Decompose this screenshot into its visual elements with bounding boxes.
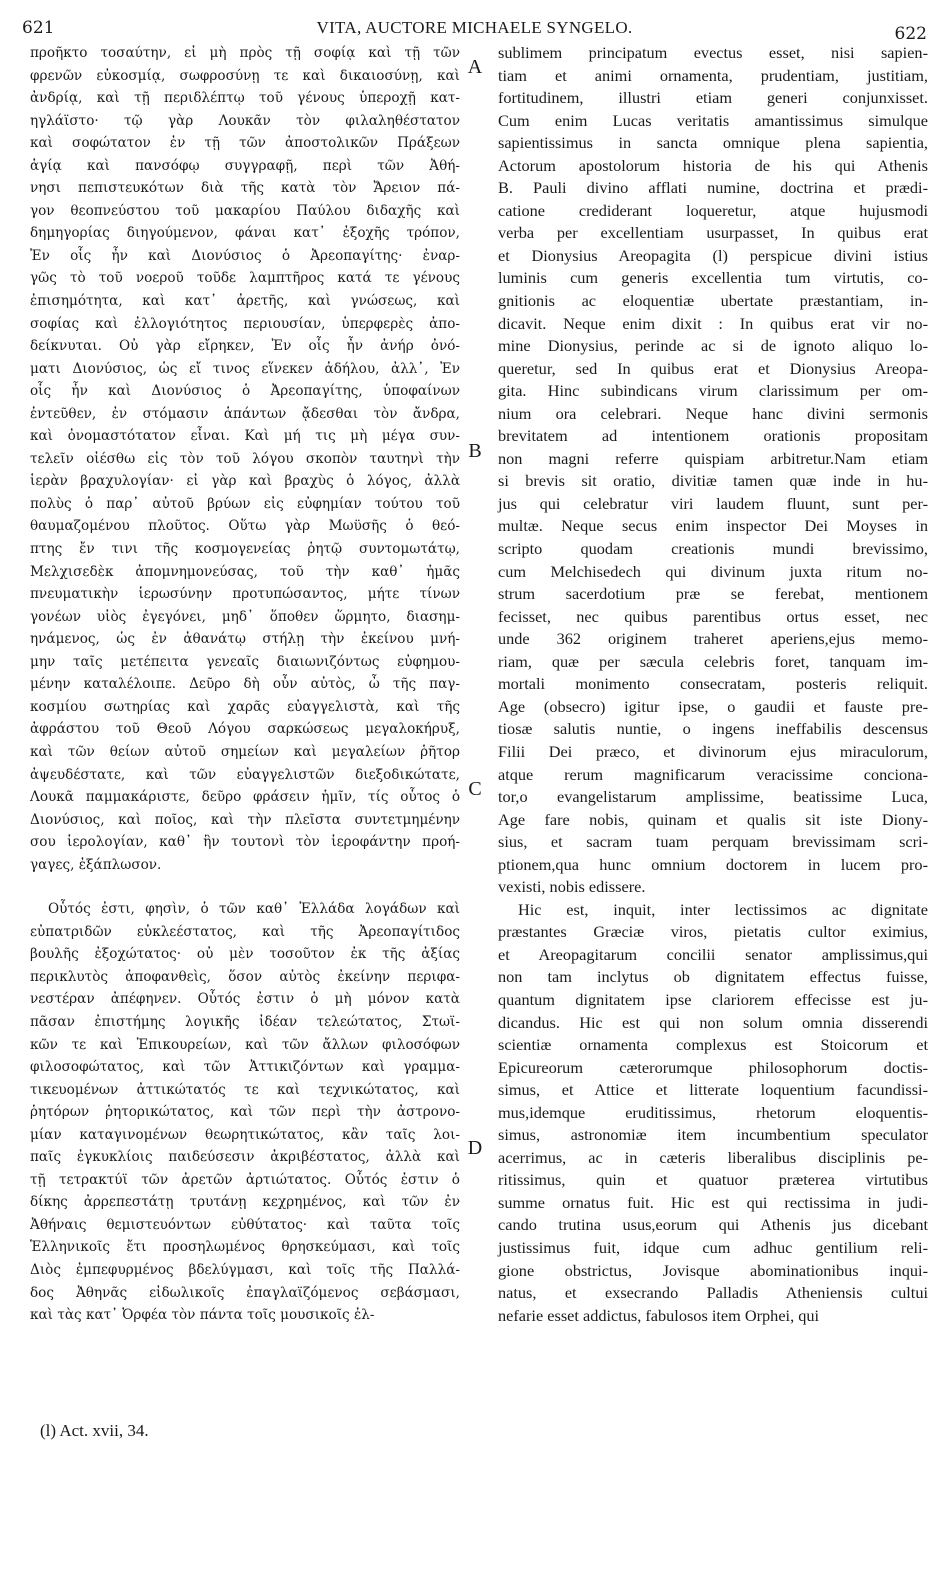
section-marker-d: D <box>467 1137 483 1159</box>
latin-line: scientiæ ornamenta complexus est Stoicorum et <box>498 1035 928 1055</box>
greek-line: κῶν τε καὶ Ἐπικουρείων, καὶ τῶν ἄλλων φιλοσόφων <box>30 1036 460 1053</box>
greek-line: ματι Διονύσιος, ὡς εἴ τινος εἵνεκεν ἀδήλου, ἀλλ᾽, Ἐν <box>30 360 460 377</box>
latin-line: summe ornatus fuit. Hic est qui rectissima in judi- <box>498 1192 928 1212</box>
latin-line: B. Pauli divino afflati numine, doctrina et prædi- <box>498 178 928 198</box>
greek-line: βουλῆς ἐξοχώτατος· οὐ μὲν τοσοῦτον ἐκ τῆς ἀξίας <box>30 946 460 963</box>
page-number-left: 621 <box>22 18 55 38</box>
latin-line: scripto quodam creationis mundi brevissimo, <box>498 539 928 559</box>
latin-line: nium ora celebrari. Neque hanc divini sermonis <box>498 403 928 423</box>
greek-line: σοφίας καὶ ἐλλογιότητος περιουσίαν, ὑπερφερὲς ἀπο- <box>30 315 460 332</box>
latin-line: verba per excellentiam usurpasset, In quibus erat <box>498 223 928 243</box>
running-title: VITA, AUCTORE MICHAELE SYNGELO. <box>316 18 633 37</box>
latin-line: Hic est, inquit, inter lectissimos ac dignitate <box>518 899 928 919</box>
latin-line: gnitionis ac eloquentiæ ubertate præstantiam, in- <box>498 291 928 311</box>
greek-line: καὶ τὰς κατ᾽ Ὀρφέα τὸν πάντα τοῖς μουσικοῖς ἐλ- <box>30 1307 375 1324</box>
greek-line: δος Ἀθηνᾶς εἰδωλικοῖς ἐπαγλαϊζόμενος σεβάσμασι, <box>30 1284 460 1301</box>
greek-line: μην ταῖς μετέπειτα γενεαῖς διαιωνιζόντως εὐφημου- <box>30 653 460 670</box>
latin-line: fortitudinem, illustri etiam generi conjunxisset. <box>498 88 928 108</box>
greek-line: μένην καταλέλοιπε. Δεῦρο δὴ οὖν αὐτὸς, ὦ τῆς παγ- <box>30 676 460 693</box>
greek-line: γον θεοπνεύστου τοῦ μακαρίου Παύλου διδαχῆς καὶ <box>30 202 460 219</box>
greek-line: Ἑλληνικοῖς ἔτι προσηλωμένος θρησκεύμασι, καὶ τοῖς <box>30 1239 460 1256</box>
latin-line: jus qui celebratur viri laudem fluunt, sunt per- <box>498 493 928 513</box>
greek-line: εὐπατριδῶν εὐκλεέστατος, καὶ τῆς Ἀρεοπαγίτιδος <box>30 923 460 940</box>
greek-line: Διὸς ἐμπεφυρμένος βδελύγμασι, καὶ τοῖς τῆς Παλλά- <box>30 1261 460 1278</box>
latin-line: fecisset, nec quibus parentibus ortus esset, nec <box>498 606 928 626</box>
greek-line: κοσμίου σωτηρίας καὶ χαρᾶς εὐαγγελιστὰ, καὶ τῆς <box>30 698 460 715</box>
greek-line: καὶ τῶν θείων αὐτοῦ σημείων καὶ μεγαλείων ῥῆτορ <box>30 743 460 760</box>
greek-line: γονέων υἱὸς ἐγεγόνει, μηδ᾽ ὅποθεν ὥρμητο, διασημ- <box>30 608 460 625</box>
greek-line: φιλοσοφώτατος, καὶ τῶν Ἀττικιζόντων καὶ γραμμα- <box>30 1059 460 1076</box>
latin-line: Age fare nobis, quinam et qualis sit iste Diony- <box>498 809 928 829</box>
latin-line: queretur, sed In quibus erat et Dionysius Areopa- <box>498 358 928 378</box>
latin-line: sapientissimus in sancta omnique plena sapientia, <box>498 133 928 153</box>
greek-line: δίκης ἀρρεπεστάτῃ τρυτάνῃ κεχρημένος, καὶ τῶν ἐν <box>30 1194 460 1211</box>
greek-line: καὶ σοφώτατον ἐν τῇ τῶν ἀποστολικῶν Πράξεων <box>30 135 460 152</box>
latin-line: sius, et sacram tuam perquam brevissimam scri- <box>498 832 928 852</box>
greek-line: ἀνδρίᾳ, καὶ τῇ περιδλέπτῳ τοῦ γένους ὑπεροχῇ κατ- <box>30 90 460 107</box>
greek-line <box>30 876 460 898</box>
greek-line: προῆκτο τοσαύτην, εἰ μὴ πρὸς τῇ σοφίᾳ καὶ τῇ τῶν <box>30 45 460 61</box>
greek-line: Ἐν οἷς ἦν καὶ Διονύσιος ὁ Ἀρεοπαγίτης· ἐναρ- <box>30 247 460 264</box>
latin-line: Epicureorum cæterorumque philosophorum doctis- <box>498 1057 928 1077</box>
greek-line: παῖς ἐγκυκλίοις παιδεύσεσιν ἀκριβέστατος, ἀλλὰ καὶ <box>30 1149 460 1166</box>
greek-line: πνευματικὴν ἱερωσύνην προτυπώσαντος, μήτε τίνων <box>30 586 460 603</box>
greek-line: νησι πεπιστευκότων διὰ τῆς κατὰ τὸν Ἄρειον πά- <box>30 180 460 197</box>
section-marker-b: B <box>468 440 482 462</box>
greek-line: ἐντεῦθεν, ἐν στόμασιν ἁπάντων ᾄδεσθαι τὸν ἄνδρα, <box>30 405 460 422</box>
latin-line: præstantes Græciæ viros, pietatis cultor eximius, <box>498 922 928 942</box>
greek-line: ηγλάϊστο· τῷ γὰρ Λουκᾶν τὸν φιλαληθέστατον <box>30 112 460 129</box>
greek-line: τῇ τετρακτύϊ τῶν ἀρετῶν ἀρτιώτατος. Οὗτός ἐστιν ὁ <box>30 1171 460 1188</box>
latin-line: mortali monimento consecratam, posteris reliquit. <box>498 674 928 694</box>
greek-line: δημηγορίας διηγούμενον, φάναι κατ᾽ ἐξοχῆς τρόπον, <box>30 225 460 242</box>
greek-line: Διονύσιος, καὶ ποῖος, καὶ τὴν πλεῖστα συντετμημένην <box>30 811 460 828</box>
section-marker-a: A <box>467 56 483 78</box>
latin-line: cum Melchisedech qui divinum juxta ritum no- <box>498 561 928 581</box>
latin-line: Filii Dei præco, et divinorum ejus miraculorum, <box>498 741 928 761</box>
latin-line: unde 362 originem traheret aperiens,ejus memo- <box>498 629 928 649</box>
greek-line: Οὗτός ἐστι, φησὶν, ὁ τῶν καθ᾽ Ἑλλάδα λογάδων καὶ <box>48 901 460 918</box>
greek-line: πολὺς ὁ παρ᾽ αὐτοῦ βρύων εἰς εὐφημίαν τούτου τοῦ <box>30 495 460 512</box>
greek-line: μίαν καταγινομένων θεωρητικώτατος, κἂν ταῖς λοι- <box>30 1126 460 1143</box>
greek-line: νεστέραν ἀπέφηνεν. Οὗτός ἐστιν ὁ μὴ μόνον κατὰ <box>30 991 460 1008</box>
greek-line: γῶς τὸ τοῦ νοεροῦ τοῦδε λαμπτῆρος κατά τε γένους <box>30 270 460 287</box>
latin-line: brevitatem ad intentionem orationis propositam <box>498 426 928 446</box>
latin-line: tiosæ salutis nuntie, o ingens ineffabilis descensus <box>498 719 928 739</box>
latin-line: non tam inclytus ob dignitatem effectus fuisse, <box>498 967 928 987</box>
latin-line: cando trutina usus,eorum qui Athenis jus dicebant <box>498 1215 928 1235</box>
latin-line: nefarie esset addictus, fabulosos item Orphei, qui <box>498 1305 820 1325</box>
latin-line: multæ. Neque secus enim inspector Dei Moyses in <box>498 516 928 536</box>
latin-line: riam, quæ per sæcula celebris foret, tanquam im- <box>498 651 928 671</box>
latin-line: simus, et Attice et litterate loquentium facundissi- <box>498 1080 928 1100</box>
greek-line: ηνάμενος, ὡς ἐν ἀθανάτῳ στήλῃ τὴν ἐκείνου μνή- <box>30 631 460 648</box>
latin-line: luminis cum generis excellentia tum virtutis, co- <box>498 268 928 288</box>
greek-line: πᾶσαν ἐπιστήμης λογικῆς ἰδέαν τελεώτατος, Στωϊ- <box>30 1013 460 1030</box>
greek-text-column <box>30 42 460 1327</box>
latin-line: gione obstrictus, Jovisque abominationibus inqui- <box>498 1260 928 1280</box>
greek-line: ἐπισημότητα, καὶ κατ᾽ ἀρετῆς, καὶ γνώσεως, καὶ <box>30 293 460 310</box>
greek-line: τικευομένων ἀττικώτατός τε καὶ τεχνικώτατος, καὶ <box>30 1081 460 1098</box>
greek-line: καὶ ὀνομαστότατον εἶναι. Καὶ μή τις μὴ μέγα συν- <box>30 428 460 445</box>
greek-line: δείκνυται. Οὐ γὰρ εἴρηκεν, Ἐν οἷς ἦν ἀνήρ ὀνό- <box>30 338 460 355</box>
greek-line: ἀψευδέστατε, καὶ τῶν εὐαγγελιστῶν διεξοδικώτατε, <box>30 766 460 783</box>
latin-line: strum sacerdotium præ se ferebat, mentionem <box>498 584 928 604</box>
greek-line: πτης ἔν τινι τῆς κοσμογενείας ῥητῷ συντομωτάτῳ, <box>30 541 460 558</box>
greek-line: οἷς ἦν καὶ Διονύσιος ὁ Ἀρεοπαγίτης, ὑποφαίνων <box>30 383 460 400</box>
latin-line: dicandus. Hic est qui non solum omnia disserendi <box>498 1012 928 1032</box>
latin-line: ptionem,qua hunc omnium doctorem in lucem pro- <box>498 854 928 874</box>
latin-line: et Dionysius Areopagita (l) perspicue divini istius <box>498 245 928 265</box>
latin-line: mine Dionysius, perinde ac si de ignoto aliquo lo- <box>498 336 928 356</box>
latin-line: dicavit. Neque enim dixit : In quibus erat vir no- <box>498 313 928 333</box>
greek-line: ῥητόρων ῥητορικώτατος, καὶ τῶν περὶ τὴν ἀστρονο- <box>30 1104 460 1121</box>
footnote: (l) Act. xvii, 34. <box>40 1421 149 1440</box>
latin-line: atque rerum magnificarum veracissime conciona- <box>498 764 928 784</box>
greek-line: θαυμαζομένου πλοῦτος. Οὕτω γὰρ Μωϋσῆς ὁ θεό- <box>30 518 460 535</box>
running-header <box>22 18 927 44</box>
latin-line: si brevis sit oratio, divitiæ tamen quæ inde in hu- <box>498 471 928 491</box>
latin-line: non magni referre quispiam arbitretur.Nam etiam <box>498 448 928 468</box>
latin-line: catione crediderant loqueretur, atque hujusmodi <box>498 200 928 220</box>
latin-text-column <box>498 42 928 1327</box>
latin-line: natus, et exsecrando Palladis Atheniensis cultui <box>498 1283 928 1303</box>
greek-line: γαγες, ἐξάπλωσον. <box>30 856 162 873</box>
greek-line: ἀφράστου τοῦ Θεοῦ Λόγου σαρκώσεως μεγαλοκήρυξ, <box>30 721 460 738</box>
latin-line: ritissimus, quin et quatuor præterea virtutibus <box>498 1170 928 1190</box>
latin-line: justissimus fuit, idque cum adhuc gentilium reli- <box>498 1237 928 1257</box>
greek-line: Λουκᾶ παμμακάριστε, δεῦρο φράσειν ἡμῖν, τίς οὗτος ὁ <box>30 789 460 806</box>
latin-line: et Areopagitarum concilii senator amplissimus,qui <box>498 944 928 964</box>
latin-line: quantum dignitatem ipse clariorem effecisse est ju- <box>498 989 928 1009</box>
greek-line: ἱερὰν βραχυλογίαν· εἰ γὰρ καὶ βραχὺς ὁ λόγος, ἀλλὰ <box>30 473 460 490</box>
greek-line: φρενῶν εὐκοσμίᾳ, σωφροσύνῃ τε καὶ δικαιοσύνῃ, καὶ <box>30 67 460 84</box>
greek-line: περικλυτὸς ἀποφανθεὶς, ὅσον αὐτὸς ἐκείνην περιφα- <box>30 968 460 985</box>
greek-line: Ἀθήναις θεμιστευόντων εὐθύτατος· καὶ ταῦτα τοῖς <box>30 1216 460 1233</box>
latin-line: tor,o evangelistarum amplissime, beatissime Luca, <box>498 787 928 807</box>
latin-line: tiam et animi ornamenta, prudentiam, justitiam, <box>498 65 928 85</box>
latin-line: Cum enim Lucas veritatis amantissimus simulque <box>498 110 928 130</box>
latin-line: Age (obsecro) igitur ipse, o gaudii et fauste pre- <box>498 696 928 716</box>
page-number-right: 622 <box>894 24 927 44</box>
latin-line: simus, astronomiæ item incumbentium speculator <box>498 1125 928 1145</box>
greek-line: σου ἱερολογίαν, καθ᾽ ἣν τουτονὶ τὸν ἱεροφάντην προή- <box>30 834 460 851</box>
latin-line: mus,idemque eruditissimus, rhetorum eloquentis- <box>498 1102 928 1122</box>
greek-line: τελεῖν οἰέσθω εἰς τὸν τοῦ λόγου σκοπὸν ταυτηνὶ τὴν <box>30 450 460 467</box>
greek-line: ἁγίᾳ καὶ πανσόφῳ συγγραφῇ, περὶ τῶν Ἀθή- <box>30 157 460 174</box>
latin-line: acerrimus, ac in cæteris liberalibus disciplinis pe- <box>498 1147 928 1167</box>
latin-line: vexisti, nobis edissere. <box>498 877 646 897</box>
section-marker-c: C <box>468 778 482 800</box>
greek-line: Μελχισεδὲκ ἀπομνημονεύσας, τοῦ τὴν καθ᾽ ἡμᾶς <box>30 563 460 580</box>
latin-line: gita. Hinc subindicans virum clarissimum per om- <box>498 381 928 401</box>
latin-line: sublimem principatum evectus esset, nisi sapien- <box>498 43 928 62</box>
latin-line: Actorum apostolorum historia de his qui Athenis <box>498 155 928 175</box>
